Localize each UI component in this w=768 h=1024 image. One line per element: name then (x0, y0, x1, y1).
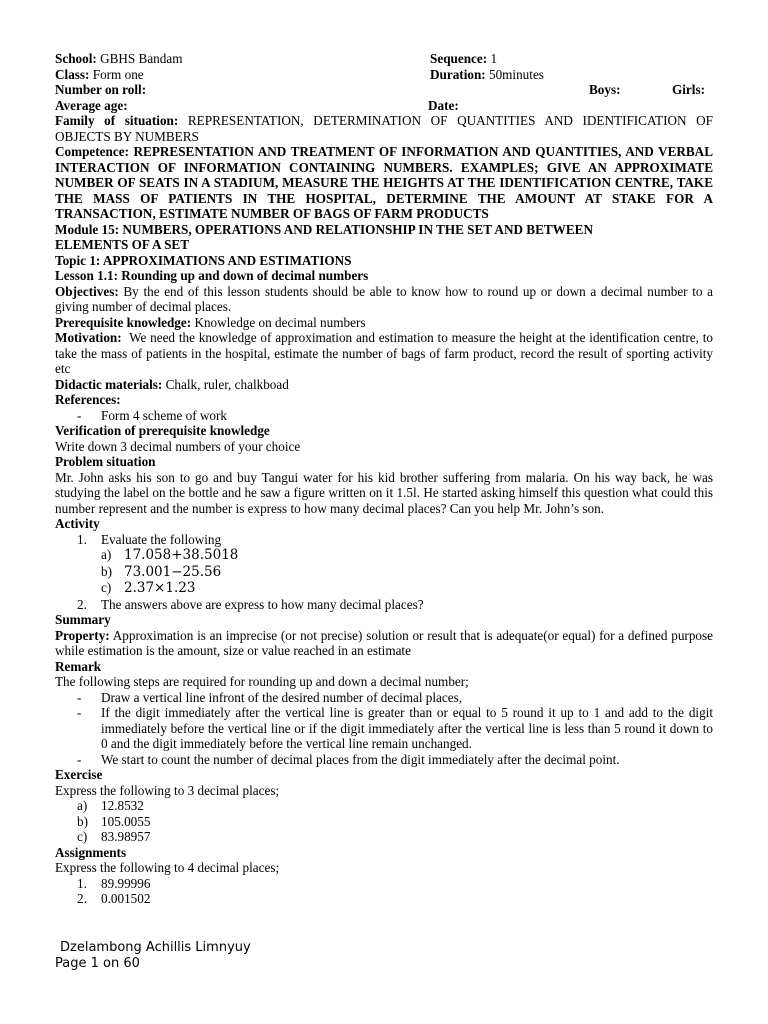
sequence-label: Sequence: (430, 51, 488, 66)
competence-text: REPRESENTATION AND TREATMENT OF INFORMATION AND QUANTITIES, AND VERBAL INTERACTION OF INFORMATION CONTAINING NUMBERS. EXAMPLES; GIVE AN APPROXIMATE NUMBER OF SEATS IN A STADIUM, MEASURE THE HEIGHTS AT THE IDENTIFICATION CENTRE, TAKE THE MASS OF PATIENTS IN THE HOSPITAL, DETERMINE THE AMOUNT AT STAKE FOR A TRANSACTION, ESTIMATE NUMBER OF BAGS OF FARM PRODUCTS (55, 144, 714, 221)
references-label: References: (55, 392, 121, 407)
activity-item-text: Evaluate the following (101, 531, 222, 547)
competence-label: Competence: (55, 144, 129, 159)
dash-marker: - (77, 705, 82, 720)
activity-sub-b (55, 564, 713, 581)
exercise-value: 105.0055 (101, 813, 151, 829)
exercise-intro: Express the following to 3 decimal places; (55, 782, 280, 798)
reference-item (55, 408, 713, 424)
exercise-item (55, 798, 713, 814)
boys-label: Boys: (589, 82, 621, 97)
objectives-label: Objectives: (55, 283, 119, 299)
dash-marker: - (77, 751, 82, 767)
reference-text: Form 4 scheme of work (101, 407, 227, 423)
remark-step-text: Draw a vertical line infront of the desired number of decimal places, (101, 689, 463, 705)
property-text: Approximation is an imprecise (or not precise) solution or result that is adequate(or equal) for a defined purpose while estimation is the amount, size or value reached in an estimate (55, 627, 713, 658)
family-of-situation (55, 113, 713, 144)
competence (55, 144, 713, 222)
objectives-text: By the end of this lesson students should be able to know how to round up or down a decimal number to a giving number of decimal places. (55, 283, 714, 314)
remark-step-text: If the digit immediately after the vertical line is greater than or equal to 5 round it up to 1 and add to the digit immediately before the vertical line or if the digit immediately after the vertical line is less than 5 round it down to 0 and the digit immediately before the vertical line remain unchanged. (101, 705, 713, 751)
exercise-value: 12.8532 (101, 798, 144, 813)
age-label: Average age: (55, 97, 128, 113)
duration-label: Duration: (430, 66, 486, 82)
list-marker: 1. (77, 531, 87, 547)
family-label: Family of situation: (55, 113, 179, 128)
assignment-item (55, 876, 713, 892)
lesson-title: Lesson 1.1: Rounding up and down of decimal numbers (55, 268, 369, 283)
girls-label: Girls: (672, 82, 705, 97)
dash-marker: - (77, 407, 82, 423)
class-label: Class: (55, 66, 90, 82)
activity-sub-c (55, 580, 713, 597)
didactic-materials (55, 377, 713, 393)
remark-step (55, 752, 713, 768)
list-marker: 1. (77, 875, 87, 891)
property (55, 628, 713, 659)
activity-item-text: The answers above are express to how many decimal places? (101, 596, 424, 612)
assignment-item (55, 891, 713, 907)
activity-item-1 (55, 532, 713, 548)
exercise-label: Exercise (55, 767, 103, 782)
list-marker: c) (101, 580, 112, 595)
dash-marker: - (77, 689, 82, 705)
class-value: Form one (92, 66, 144, 82)
assignment-value: 89.99996 (101, 875, 151, 891)
remark-step (55, 705, 713, 752)
school-label: School: (55, 51, 97, 66)
sequence-value: 1 (490, 51, 498, 66)
math-expression: 73.001−25.56 (124, 563, 222, 580)
remark-step (55, 690, 713, 706)
remark-intro: The following steps are required for rounding up and down a decimal number; (55, 674, 469, 689)
exercise-item (55, 814, 713, 830)
date-label: Date: (428, 97, 459, 113)
activity-label: Activity (55, 516, 100, 531)
header-row-age (55, 98, 713, 114)
problem-text: Mr. John asks his son to go and buy Tangui water for his kid brother suffering from malaria. On his way back, he was studying the label on the bottle and he saw a figure written on it 1.5l. He started asking himself this question what could this number represent and the number is express to how many decimal places? Can you help Mr. John’s son. (55, 469, 713, 516)
exercise-item (55, 829, 713, 845)
list-marker: 2. (77, 891, 87, 906)
header-row-class (55, 67, 713, 83)
assignment-value: 0.001502 (101, 891, 151, 906)
footer-author: Dzelambong Achillis Limnyuy (60, 940, 251, 955)
problem-label: Problem situation (55, 454, 156, 469)
family-text: REPRESENTATION, DETERMINATION OF QUANTITIES AND IDENTIFICATION OF OBJECTS BY NUMBERS (55, 113, 714, 144)
prerequisite (55, 315, 713, 331)
math-expression: 17.058+38.5018 (124, 547, 239, 563)
verification-text: Write down 3 decimal numbers of your choice (55, 438, 301, 454)
property-label: Property: (55, 627, 110, 643)
math-expression: 2.37×1.23 (124, 580, 196, 596)
motivation (55, 330, 713, 377)
assignments-label: Assignments (55, 844, 127, 860)
objectives (55, 284, 713, 315)
list-marker: c) (77, 829, 88, 844)
module-title: Module 15: NUMBERS, OPERATIONS AND RELATIONSHIP IN THE SET AND BETWEEN ELEMENTS OF A SET (55, 221, 593, 252)
list-marker: a) (101, 547, 112, 562)
roll-label: Number on roll: (55, 82, 147, 97)
topic-title: Topic 1: APPROXIMATIONS AND ESTIMATIONS (55, 252, 352, 268)
exercise-value: 83.98957 (101, 829, 151, 844)
prerequisite-text: Knowledge on decimal numbers (194, 314, 366, 330)
summary-label: Summary (55, 612, 111, 627)
list-marker: b) (77, 813, 88, 829)
lesson-document (55, 51, 713, 907)
page-footer (55, 940, 251, 972)
assignments-intro: Express the following to 4 decimal places; (55, 860, 280, 875)
header-row-roll (55, 82, 713, 98)
school-value: GBHS Bandam (100, 51, 183, 66)
list-marker: a) (77, 798, 88, 813)
header-row-school (55, 51, 713, 67)
list-marker: b) (101, 563, 112, 579)
duration-value: 50minutes (488, 66, 544, 82)
remark-label: Remark (55, 658, 102, 674)
prerequisite-label: Prerequisite knowledge: (55, 314, 192, 330)
activity-sub-a (55, 547, 713, 564)
activity-item-2 (55, 597, 713, 613)
motivation-text: We need the knowledge of approximation and estimation to measure the height at the identification centre, to take the mass of patients in the hospital, estimate the number of bags of farm product, record the result of sporting activity etc (55, 330, 714, 376)
motivation-label: Motivation: (55, 330, 122, 345)
remark-step-text: We start to count the number of decimal places from the digit immediately after the decimal point. (101, 751, 620, 767)
list-marker: 2. (77, 596, 87, 612)
didactic-text: Chalk, ruler, chalkboad (165, 376, 289, 392)
footer-page-number: Page 1 on 60 (55, 956, 140, 971)
didactic-label: Didactic materials: (55, 376, 163, 392)
verification-label: Verification of prerequisite knowledge (55, 423, 270, 438)
